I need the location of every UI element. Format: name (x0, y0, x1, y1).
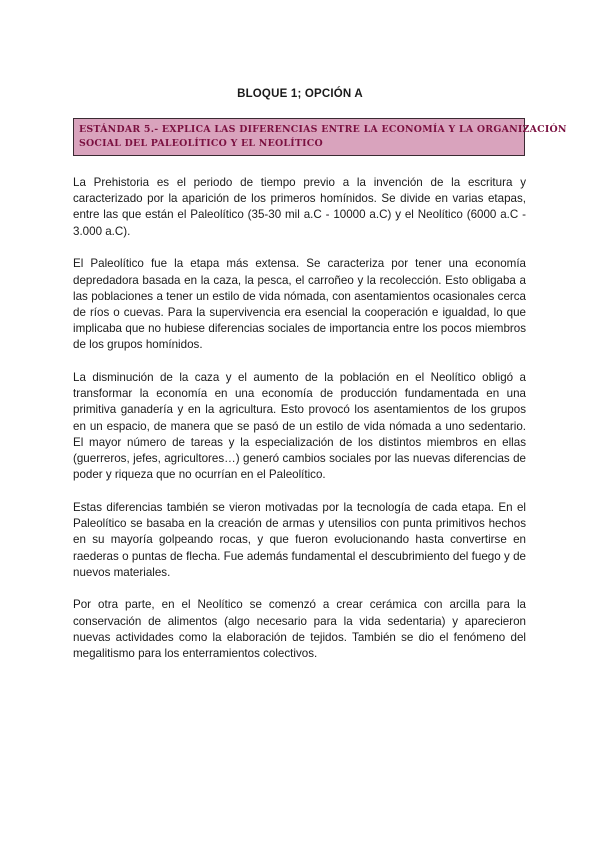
standard-title-line-2: SOCIAL DEL PALEOLÍTICO Y EL NEOLÍTICO (79, 138, 323, 149)
paragraph-5: Por otra parte, en el Neolítico se comenzó a crear cerámica con arcilla para la conservación de alimentos (algo necesario para la vida sedentaria) y aparecieron nuevas actividades como la elaboración de tejidos. También se dio el fenómeno del megalitismo para los enterramientos colectivos. (73, 598, 526, 661)
paragraph-2: El Paleolítico fue la etapa más extensa. Se caracteriza por tener una economía depredadora basada en la caza, la pesca, el carroñeo y la recolección. Esto obligaba a las poblaciones a tener un estilo de vida nómada, con asentamientos ocasionales cerca de ríos o cuevas. Para la supervivencia era esencial la cooperación e igualdad, lo que implicaba que no hubiese diferencias sociales de importancia entre los pocos miembros de los grupos homínidos. (73, 257, 526, 352)
document-heading: BLOQUE 1; OPCIÓN A (237, 88, 363, 100)
body-text (73, 175, 526, 679)
standard-title-line-1: ESTÁNDAR 5.- EXPLICA LAS DIFERENCIAS ENTRE LA ECONOMÍA Y LA ORGANIZACIÓN (79, 124, 567, 135)
paragraph-1: La Prehistoria es el periodo de tiempo previo a la invención de la escritura y caracterizado por la aparición de los primeros homínidos. Se divide en varias etapas, entre las que están el Paleolítico (35-30 mil a.C - 10000 a.C) y el Neolítico (6000 a.C - 3.000 a.C). (73, 176, 526, 238)
standard-box (73, 118, 567, 156)
paragraph-4: Estas diferencias también se vieron motivadas por la tecnología de cada etapa. En el Paleolítico se basaba en la creación de armas y utensilios con punta primitivos hechos en su mayoría golpeando rocas, y que fueron evolucionando hasta convertirse en raederas o puntas de flecha. Fue además fundamental el descubrimiento del fuego y de nuevos materiales. (73, 500, 526, 579)
paragraph-3: La disminución de la caza y el aumento de la población en el Neolítico obligó a transformar la economía en una economía de producción fundamentada en una primitiva ganadería y en la agricultura. Esto provocó los asentamientos de los grupos en un espacio, de manera que se pasó de un estilo de vida nómada a uno sedentario. El mayor número de tareas y la especialización de los distintos miembros en ellas (guerreros, jefes, agricultores…) generó cambios sociales por las nuevas diferencias de poder y riqueza que no ocurrían en el Paleolítico. (73, 371, 526, 482)
